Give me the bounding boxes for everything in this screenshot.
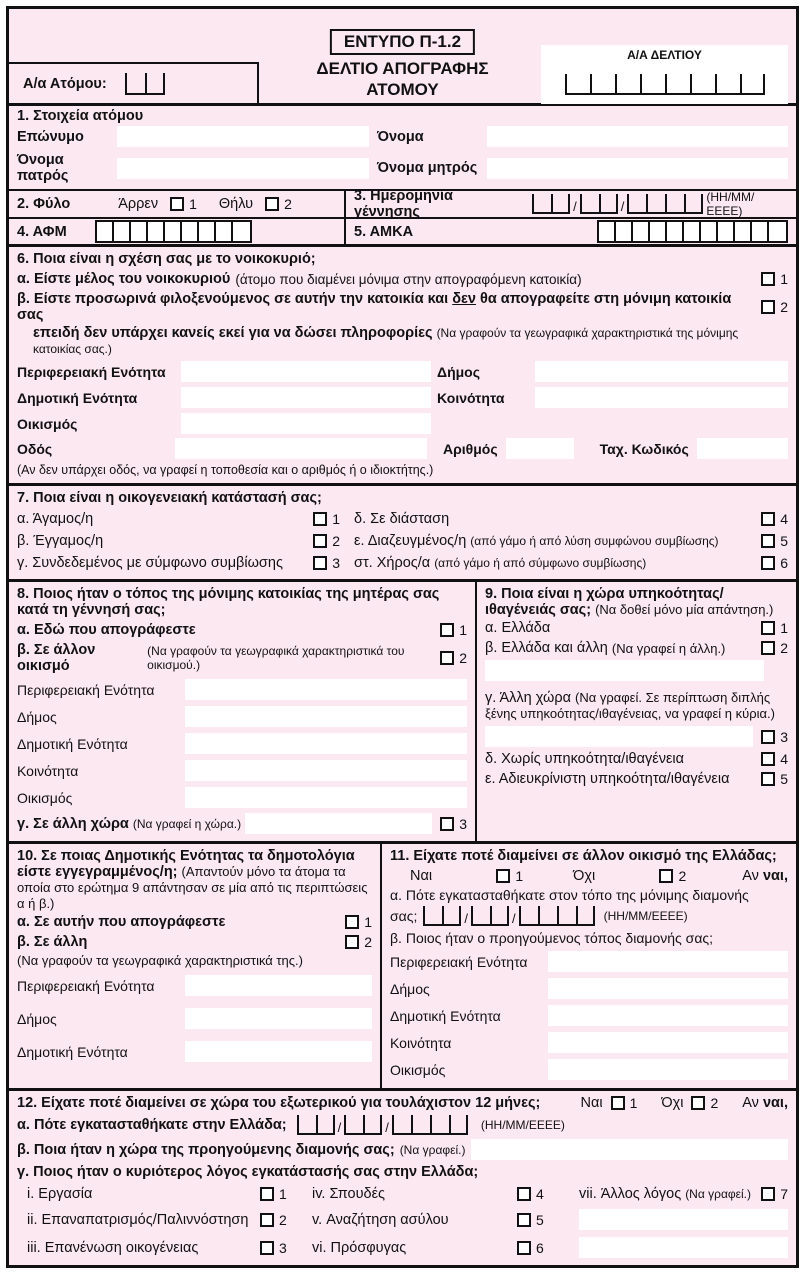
q6b-checkbox[interactable]: 2 [761,299,788,315]
q6-arithmos-input[interactable] [506,438,574,459]
q10-dimos-label: Δήμος [17,1010,57,1027]
q6-koin-label: Κοινότητα [437,389,505,406]
q11a-date-field[interactable] [423,906,594,926]
q6-dimos-label: Δήμος [437,363,481,380]
sheet-serial-field[interactable] [565,74,765,95]
birthdate-label: 3. Ημερομηνία γέννησης [354,188,453,220]
q6a-label: α. Είστε μέλος του νοικοκυριού [17,271,231,287]
sheet-serial-label: Α/Α ΔΕΛΤΙΟΥ [627,48,702,62]
q10-de-label: Δημοτική Ενότητα [17,1043,128,1060]
q7b-label: β. Έγγαμος/η [17,533,104,549]
form-code-badge: ΕΝΤΥΠΟ Π-1.2 [330,29,475,55]
q7f-note: (από γάμο ή από σύμφωνο συμβίωσης) [434,556,647,570]
form-title-block [316,29,488,101]
birthdate-field[interactable] [532,194,703,214]
q11-de-input[interactable] [548,1005,788,1026]
q6-street-note: (Αν δεν υπάρχει οδός, να γραφεί η τοποθεσία και ο αριθμός ή ο ιδιοκτήτης.) [17,463,434,477]
q6b-continuation: επειδή δεν υπάρχει κανείς εκεί για να δώσει πληροφορίες (Να γραφούν τα γεωγραφικά χαρακτηριστικά της μόνιμης [33,325,739,341]
q11-dimos-label: Δήμος [390,980,430,997]
q9e-checkbox[interactable]: 5 [761,771,788,787]
q6-koin-input[interactable] [535,387,788,408]
q12-reasons-grid [17,1182,788,1260]
q11-koin-input[interactable] [548,1032,788,1053]
q12-reason-3-label: iii. Επανένωση οικογένειας [27,1239,199,1256]
q12b-note: (Να γραφεί.) [399,1142,466,1157]
q6-odos-input[interactable] [175,438,427,459]
q10a-label: α. Σε αυτήν που απογράφεστε [17,914,226,930]
q7e-label: ε. Διαζευγμένος/η [354,533,467,549]
q11b-label: β. Ποιος ήταν ο προηγούμενος τόπος διαμονής σας; [390,930,714,946]
q11-oik-input[interactable] [548,1059,788,1080]
q11-dimos-input[interactable] [548,978,788,999]
q6-de-input[interactable] [181,387,431,408]
person-serial-box [9,62,259,106]
q6-oik-label: Οικισμός [17,415,78,432]
sections-10-11 [9,844,796,1091]
q6-tk-input[interactable] [697,438,788,459]
q8-option-c [17,811,467,836]
q11-de-label: Δημοτική Ενότητα [390,1007,501,1024]
q7e-checkbox[interactable]: 5 [761,533,788,549]
sections-8-9 [9,582,796,844]
section-9 [477,582,796,841]
q6-option-b [17,289,788,325]
q9b-label: β. Ελλάδα και άλλη [485,640,608,656]
q12-no-label: Όχι [661,1095,684,1111]
q9d-label: δ. Χωρίς υπηκοότητα/ιθαγένεια [485,751,685,767]
q7b-checkbox[interactable]: 2 [313,533,340,549]
q9b-checkbox[interactable]: 2 [761,640,788,656]
q11-yes-no-row [390,866,788,886]
name-input[interactable] [487,126,788,147]
q9c-checkbox[interactable]: 3 [761,729,788,745]
q6-pe-label: Περιφερειακή Ενότητα [17,363,166,380]
q9b-country-input[interactable] [485,660,764,681]
q10-option-b [17,932,372,952]
q8-oik-input[interactable] [185,787,467,808]
q11-yes-label: Ναι [410,868,433,884]
q9a-label: α. Ελλάδα [485,620,551,636]
afm-field[interactable] [95,220,252,243]
section-8-title: 8. Ποιος ήταν ο τόπος της μόνιμης κατοικίας της μητέρας σας κατά τη γέννησή σας; [17,586,440,618]
form-title-line2: ΑΤΟΜΟΥ [366,80,439,100]
q12-reason-5-checkbox[interactable]: 5 [517,1212,579,1228]
q12-reason-5-label: v. Αναζήτηση ασύλου [312,1211,449,1228]
q8c-label: γ. Σε άλλη χώρα [17,815,129,832]
q12-no-checkbox[interactable]: 2 [691,1095,718,1111]
section-7 [9,486,796,582]
afm-label: 4. ΑΦΜ [17,223,67,240]
q12-reason-7-note: (Να γραφεί.) [685,1187,752,1201]
surname-label: Επώνυμο [17,128,84,145]
q9-option-c-label: γ. Άλλη χώρα (Να γραφεί. Σε περίπτωση διπλής ξένης υπηκοότητας/ιθαγένειας, να γραφεί η κύρια.) [485,690,775,721]
q6-option-a [17,269,788,289]
q8-option-a [17,620,467,640]
q12-if-yes-label: Αν ναι, [742,1095,788,1111]
q12-other-reason-input-1[interactable] [579,1209,788,1230]
mother-name-input[interactable] [487,158,788,179]
birthdate-format: (ΗΗ/ΜΜ/ΕΕΕΕ) [706,190,755,218]
q8a-label: α. Εδώ που απογράφεστε [17,622,196,638]
q7-row-3 [17,552,788,574]
q6-dimos-input[interactable] [535,361,788,382]
q12a-row [17,1113,788,1137]
q8-pe-label: Περιφερειακή Ενότητα [17,681,155,698]
q8c-checkbox[interactable]: 3 [440,816,467,832]
q8-oik-label: Οικισμός [17,789,73,806]
section-7-title: 7. Ποια είναι η οικογενειακή κατάστασή σας; [17,490,322,506]
q11-no-checkbox[interactable]: 2 [659,868,686,884]
q9e-label: ε. Αδιευκρίνιστη υπηκοότητα/ιθαγένεια [485,771,730,787]
q9-option-d [485,749,788,769]
q6a-note: (άτομο που διαμένει μόνιμα στην απογραφόμενη κατοικία) [235,271,582,287]
q11-koin-label: Κοινότητα [390,1034,452,1051]
q6b-label: β. Είστε προσωρινά φιλοξενούμενος σε αυτήν την κατοικία και δεν θα απογραφείτε στη μόνιμη κατοικία σας [17,291,732,323]
q7d-checkbox[interactable]: 4 [761,511,788,527]
q11-pe-input[interactable] [548,951,788,972]
census-form [6,6,799,1268]
q8-koin-input[interactable] [185,760,467,781]
q12-reason-1-label: i. Εργασία [27,1186,93,1202]
q8c-country-input[interactable] [245,813,432,834]
mother-name-label: Όνομα μητρός [377,160,478,176]
q10a-checkbox[interactable]: 1 [345,914,372,930]
q9-option-c-input-row [485,724,788,749]
q9d-checkbox[interactable]: 4 [761,751,788,767]
q10-option-a [17,912,372,932]
section-6-title: 6. Ποια είναι η σχέση σας με το νοικοκυριό; [17,251,316,267]
q9-option-e [485,769,788,789]
q12a-date-field[interactable] [297,1115,468,1135]
q12c-row [17,1162,788,1182]
q10-pe-label: Περιφερειακή Ενότητα [17,977,155,994]
q12-reason-1-checkbox[interactable]: 1 [260,1186,312,1202]
q12-reason-2-checkbox[interactable]: 2 [260,1212,312,1228]
section-11 [382,844,796,1088]
q6-arithmos-label: Αριθμός [443,440,498,457]
amka-field[interactable] [597,220,788,243]
male-checkbox[interactable]: 1 [170,196,197,212]
q12-other-reason-input-2[interactable] [579,1237,788,1258]
q11-pe-label: Περιφερειακή Ενότητα [390,953,528,970]
q6-pe-input[interactable] [181,361,431,382]
female-label: Θήλυ [218,196,254,212]
q12-title-row [17,1093,788,1113]
q12-yes-checkbox[interactable]: 1 [611,1095,638,1111]
q6-de-label: Δημοτική Ενότητα [17,389,138,406]
section-12 [9,1091,796,1265]
section-1-title: 1. Στοιχεία ατόμου [17,108,144,124]
q12-reason-7-label: vii. Άλλος λόγος [579,1186,682,1202]
q6b-continuation2: κατοικίας σας.) [33,342,112,356]
q8-koin-label: Κοινότητα [17,762,79,779]
q8-dimos-label: Δήμος [17,708,57,725]
q10b-label: β. Σε άλλη [17,934,88,950]
q7f-checkbox[interactable]: 6 [761,555,788,571]
section-3 [346,188,796,220]
q10-dimos-input[interactable] [185,1008,372,1029]
amka-label: 5. ΑΜΚΑ [354,223,414,240]
q12-reason-3-checkbox[interactable]: 3 [260,1240,312,1256]
q12-reason-7-checkbox[interactable]: 7 [761,1186,788,1202]
section-4 [9,219,346,244]
q12-reason-2-label: ii. Επαναπατρισμός/Παλιννόστηση [27,1211,249,1228]
q8a-checkbox[interactable]: 1 [440,622,467,638]
sex-label: 2. Φύλο [17,196,71,212]
q11a-label-line2: σας; [390,908,418,924]
q7e-note: (από γάμο ή από λύση συμφώνου συμβίωσης) [470,534,719,548]
q8-de-label: Δημοτική Ενότητα [17,735,128,752]
section-10 [9,844,382,1088]
q8-option-b [17,640,467,676]
section-11-title: 11. Είχατε ποτέ διαμείνει σε άλλον οικισμό της Ελλάδας; [390,848,777,864]
q12a-label: α. Πότε εγκατασταθήκατε στην Ελλάδα; [17,1117,287,1133]
q11-if-yes-label: Αν ναι, [742,868,788,884]
q12a-date-format: (ΗΗ/ΜΜ/ΕΕΕΕ) [480,1118,565,1132]
q10b-note: (Να γραφούν τα γεωγραφικά χαρακτηριστικά της.) [17,953,303,968]
form-header [9,9,796,106]
q6-street-row [17,437,788,461]
q9b-note: (Να γραφεί η άλλη.) [611,640,726,656]
q12b-country-input[interactable] [471,1139,788,1160]
form-title-line1: ΔΕΛΤΙΟ ΑΠΟΓΡΑΦΗΣ [316,59,489,78]
section-5 [346,219,796,244]
q9-option-a [485,618,788,638]
q11a-date-format: (ΗΗ/ΜΜ/ΕΕΕΕ) [603,909,688,923]
q8b-checkbox[interactable]: 2 [440,650,467,666]
person-serial-label: Α/α Ατόμου: [23,76,107,92]
q11-oik-label: Οικισμός [390,1061,446,1078]
q9c-country-input[interactable] [485,726,753,747]
q12-yes-label: Ναι [580,1095,603,1111]
q11a-label-line1: α. Πότε εγκατασταθήκατε στον τόπο της μόνιμης διαμονής [390,887,749,903]
q12b-row [17,1137,788,1162]
q8-pe-input[interactable] [185,679,467,700]
q7c-label: γ. Συνδεδεμένος με σύμφωνο συμβίωσης [17,555,283,571]
q8-dimos-input[interactable] [185,706,467,727]
person-serial-field[interactable] [125,73,165,95]
q11a-date-row [390,904,788,928]
father-name-input[interactable] [117,158,369,179]
afm-amka-row [9,217,796,247]
q9a-checkbox[interactable]: 1 [761,620,788,636]
section-6 [9,247,796,486]
section-1 [9,106,796,189]
q7f-label: στ. Χήρος/α [354,555,431,571]
q10b-checkbox[interactable]: 2 [345,934,372,950]
father-name-label: Όνομα πατρός [17,152,69,184]
q12-reason-6-checkbox[interactable]: 6 [517,1240,579,1256]
male-label: Άρρεν [118,196,159,212]
q6a-checkbox[interactable]: 1 [761,271,788,287]
section-8 [9,582,477,841]
q8b-label: β. Σε άλλον οικισμό [17,642,96,674]
q12-reason-6-label: vi. Πρόσφυγας [312,1239,407,1256]
q7c-checkbox[interactable]: 3 [313,555,340,571]
q12c-label: γ. Ποιος ήταν ο κυριότερος λόγος εγκατάστασής σας στην Ελλάδα; [17,1164,479,1180]
section-2 [9,191,346,217]
q8-de-input[interactable] [185,733,467,754]
q10-de-input[interactable] [185,1041,372,1062]
q12b-label: β. Ποια ήταν η χώρα της προηγούμενης διαμονής σας; [17,1141,395,1158]
section-12-title: 12. Είχατε ποτέ διαμείνει σε χώρα του εξωτερικού για τουλάχιστον 12 μήνες; [17,1095,541,1111]
q6-tk-label: Ταχ. Κωδικός [599,440,689,457]
q12-reason-4-checkbox[interactable]: 4 [517,1186,579,1202]
q8b-note: (Να γραφούν τα γεωγραφικά χαρακτηριστικά του οικισμού.) [147,644,405,672]
section-10-title: 10. Σε ποιας Δημοτικής Ενότητας τα δημοτολόγια είστε εγγεγραμμένος/η; (Απαντούν μόνο τα άτομα τα οποία στο ερώτημα 9 απάντησαν σε μία από τις περιπτώσεις α ή β.) [17,848,368,911]
q7-row-2 [17,530,788,552]
surname-input[interactable] [117,126,369,147]
q8c-note: (Να γραφεί η χώρα.) [132,816,242,831]
section-9-title: 9. Ποια είναι η χώρα υπηκοότητας/ ιθαγένειάς σας; (Να δοθεί μόνο μία απάντηση.) [485,586,774,618]
q7a-label: α. Άγαμος/η [17,511,94,527]
q12-reason-4-label: iv. Σπουδές [312,1186,386,1202]
q7d-label: δ. Σε διάσταση [354,511,450,527]
female-checkbox[interactable]: 2 [265,196,292,212]
sex-birthdate-row [9,188,796,220]
q11-no-label: Όχι [573,868,596,884]
q7-row-1 [17,508,788,530]
q10-pe-input[interactable] [185,975,372,996]
name-label: Όνομα [377,128,424,145]
q6-odos-label: Οδός [17,440,53,457]
sheet-serial-box [541,45,788,104]
q6-oik-input[interactable] [181,413,431,434]
q9-option-b [485,638,788,658]
q7a-checkbox[interactable]: 1 [313,511,340,527]
q11-yes-checkbox[interactable]: 1 [496,868,523,884]
